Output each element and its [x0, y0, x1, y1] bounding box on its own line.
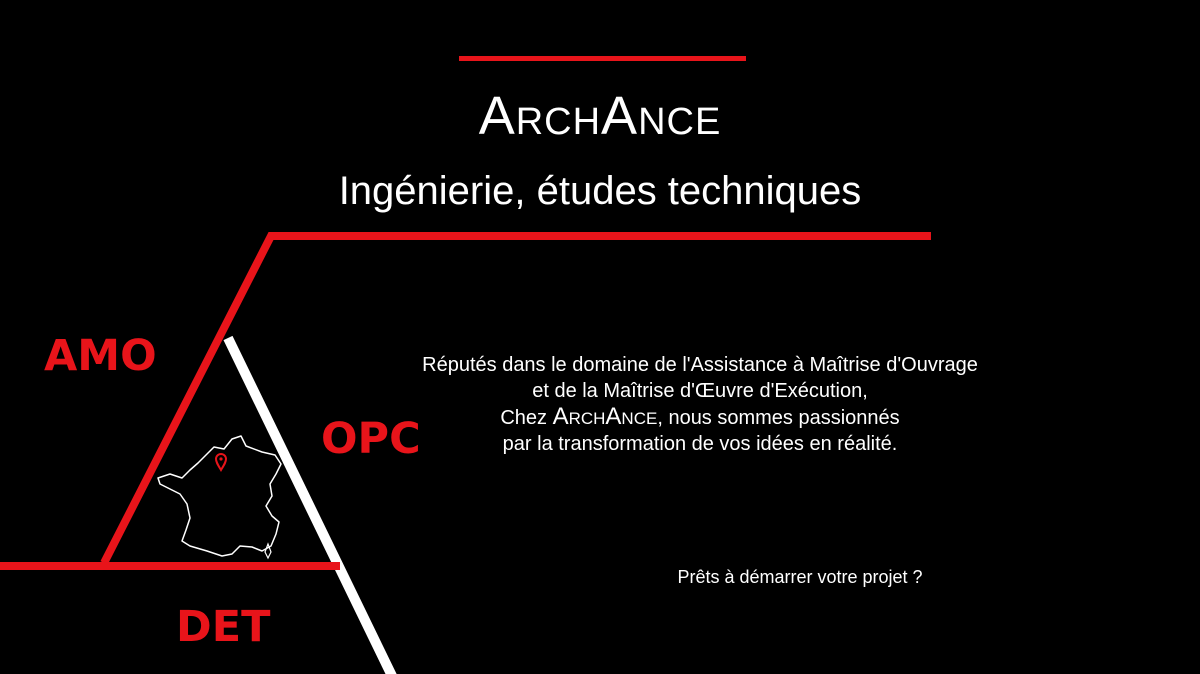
intro-brand-name: ArchAnce: [552, 403, 658, 430]
location-pin-icon: [216, 454, 226, 470]
intro-line-1: Réputés dans le domaine de l'Assistance à Maîtrise d'Ouvrage: [422, 354, 978, 376]
det-label: DET: [176, 602, 271, 652]
intro-line-3-end: , nous sommes passionnés: [657, 407, 900, 429]
intro-paragraph: [400, 352, 1000, 457]
brand-title: ArchAnce: [478, 86, 722, 146]
intro-line-2: et de la Maîtrise d'Œuvre d'Exécution,: [532, 380, 868, 402]
page-subtitle: Ingénierie, études techniques: [338, 169, 862, 213]
intro-line-4: par la transformation de vos idées en réalité.: [502, 433, 898, 455]
intro-line-3-start: Chez: [500, 407, 553, 429]
cta-text: Prêts à démarrer votre projet ?: [677, 567, 923, 587]
amo-label: AMO: [44, 331, 157, 381]
opc-label: OPC: [321, 414, 421, 464]
intro-line-3: [400, 404, 1000, 431]
